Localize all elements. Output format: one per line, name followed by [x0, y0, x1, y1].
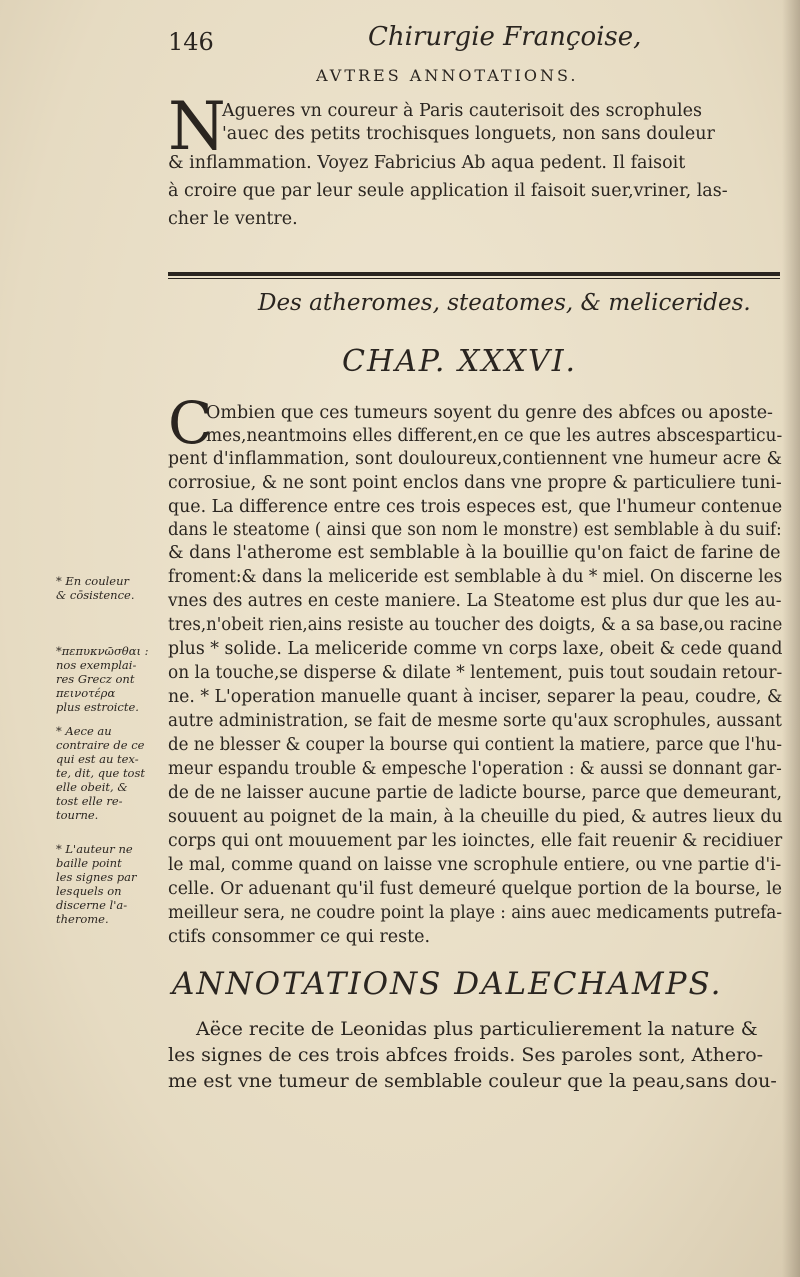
intro-line: & inflammation. Voyez Fabricius Ab aqua pedent. Il faisoit [168, 153, 686, 173]
margin-note-line: *πεπυκνῶσθαι : [56, 644, 149, 658]
chapter-line: meilleur sera, ne coudre point la playe : ains auec medicaments putrefa- [168, 903, 782, 923]
margin-note-line: plus estroicte. [56, 700, 139, 714]
annotation-line: me est vne tumeur de semblable couleur que la peau,sans dou- [168, 1070, 777, 1092]
chapter-line: ctifs consommer ce qui reste. [168, 927, 431, 947]
chapter-line: meur espandu trouble & empesche l'operation : & aussi se donnant gar- [168, 759, 782, 779]
page-gutter-shadow [782, 0, 800, 1277]
chapter-dropcap: C [168, 389, 213, 457]
chapter-line: froment:& dans la meliceride est semblable à du * miel. On discerne les [168, 567, 783, 587]
margin-note-line: tourne. [56, 808, 99, 822]
running-head: Chirurgie Françoise, [368, 22, 642, 52]
margin-note [56, 724, 145, 822]
margin-note-line: nos exemplai- [56, 658, 137, 672]
chapter-line: corps qui ont mouuement par les ioinctes, elle fait reuenir & recidiuer [168, 831, 783, 851]
chapter-line: que. La difference entre ces trois especes est, que l'humeur contenue [168, 497, 783, 517]
chapter-subject-title: Des atheromes, steatomes, & melicerides. [258, 290, 751, 316]
intro-line: cher le ventre. [168, 209, 298, 229]
margin-note-line: te, dit, que tost [56, 766, 146, 780]
margin-note [56, 644, 149, 714]
chapter-line: de de ne laisser aucune partie de ladicte bourse, parce que demeurant, [168, 783, 782, 803]
chapter-line: ne. * L'operation manuelle quant à inciser, separer la peau, coudre, & [168, 687, 783, 707]
annotation-line: Aëce recite de Leonidas plus particulierement la nature & [196, 1018, 758, 1040]
margin-note-line: * En couleur [56, 574, 130, 588]
intro-line: 'auec des petits trochisques longuets, non sans douleur [222, 124, 715, 144]
chapter-line: & dans l'atherome est semblable à la bouillie qu'on faict de farine de [168, 543, 781, 563]
chapter-number: CHAP. XXXVI. [342, 344, 578, 379]
margin-note-line: πεινοτέρα [56, 686, 116, 700]
section-heading: AVTRES ANNOTATIONS. [316, 66, 579, 85]
chapter-line: dans le steatome ( ainsi que son nom le monstre) est semblable à du suif: [168, 520, 782, 540]
chapter-line: on la touche,se disperse & dilate * lentement, puis tout soudain retour- [168, 663, 783, 683]
margin-note-line: * L'auteur ne [56, 842, 133, 856]
margin-note-line: lesquels on [56, 884, 122, 898]
margin-note [56, 574, 134, 602]
thick-rule [168, 272, 780, 276]
intro-line: Agueres vn coureur à Paris cauterisoit des scrophules [222, 101, 702, 121]
chapter-line: pent d'inflammation, sont douloureux,contiennent vne humeur acre & [168, 449, 782, 469]
annotation-line: les signes de ces trois abfces froids. Ses paroles sont, Athero- [168, 1044, 764, 1066]
page-number: 146 [168, 28, 214, 56]
margin-note-line: * Aece au [56, 724, 112, 738]
margin-note [56, 842, 136, 926]
margin-note-line: discerne l'a- [56, 898, 128, 912]
chapter-line: corrosiue, & ne sont point enclos dans vne propre & particuliere tuni- [168, 473, 782, 493]
margin-note-line: baille point [56, 856, 122, 870]
margin-note-line: therome. [56, 912, 109, 926]
chapter-line: de ne blesser & couper la bourse qui contient la matiere, parce que l'hu- [168, 735, 783, 755]
margin-note-line: & cōsistence. [56, 588, 135, 602]
margin-note-line: qui est au tex- [56, 752, 139, 766]
thin-rule [168, 278, 780, 279]
chapter-line: autre administration, se fait de mesme sorte qu'aux scrophules, aussant [168, 711, 782, 731]
chapter-line: plus * solide. La meliceride comme vn corps laxe, obeit & cede quand [168, 639, 783, 659]
intro-line: à croire que par leur seule application il faisoit suer,vriner, las- [168, 181, 728, 201]
margin-note-line: res Grecz ont [56, 672, 135, 686]
chapter-line: celle. Or aduenant qu'il fust demeuré quelque portion de la bourse, le [168, 879, 782, 899]
margin-note-line: les signes par [56, 870, 137, 884]
margin-note-line: elle obeit, & [56, 780, 128, 794]
chapter-line: le mal, comme quand on laisse vne scrophule entiere, ou vne partie d'i- [168, 855, 782, 875]
margin-note-line: contraire de ce [56, 738, 145, 752]
chapter-line: souuent au poignet de la main, à la cheuille du pied, & autres lieux du [168, 807, 783, 827]
intro-dropcap: N [168, 88, 226, 165]
chapter-line: vnes des autres en ceste maniere. La Steatome est plus dur que les au- [168, 591, 782, 611]
chapter-line: Ombien que ces tumeurs soyent du genre des abfces ou aposte- [206, 403, 773, 423]
annotations-heading: ANNOTATIONS DALECHAMPS. [172, 966, 723, 1002]
chapter-line: mes,neantmoins elles different,en ce que les autres abscesparticu- [206, 426, 783, 446]
margin-note-line: tost elle re- [56, 794, 123, 808]
chapter-line: tres,n'obeit rien,ains resiste au toucher des doigts, & a sa base,ou racine [168, 615, 783, 635]
